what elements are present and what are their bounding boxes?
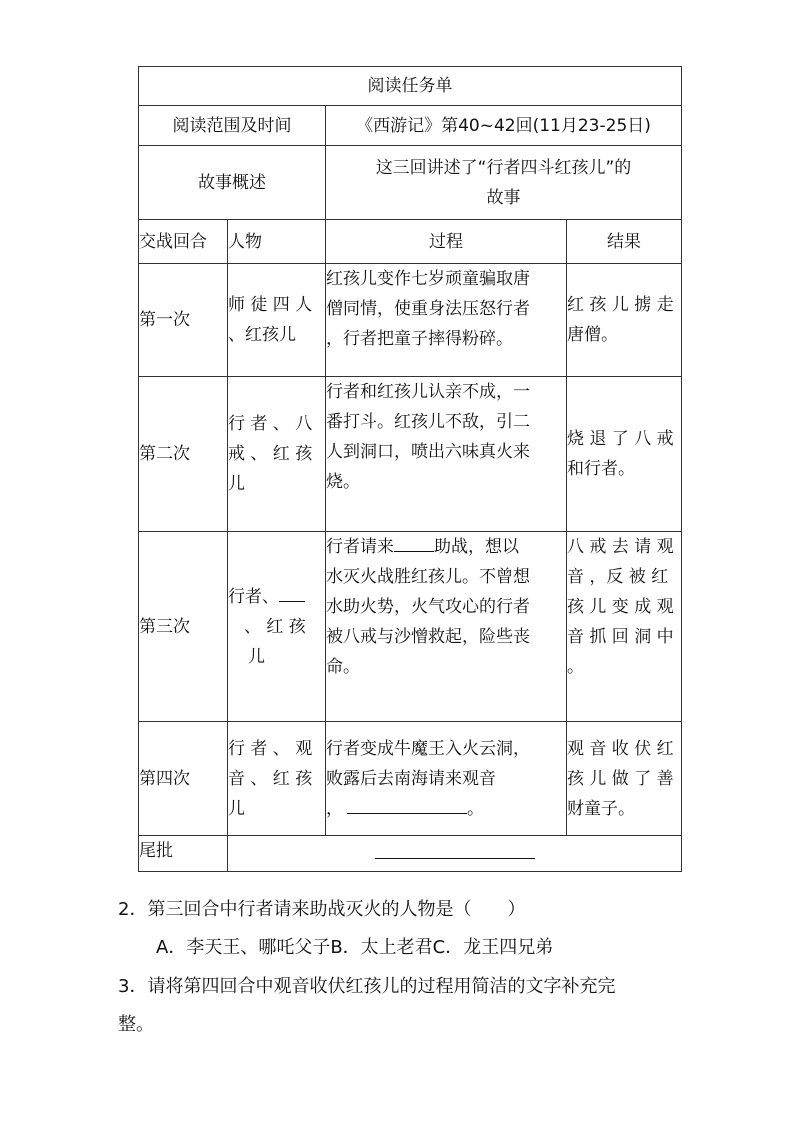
result-line: 烧 退 了 八 戒 — [567, 429, 674, 449]
result-cell — [567, 532, 682, 722]
result-line: 音 ，反 被 红 — [567, 567, 669, 587]
process-line: 番打斗。红孩儿不敌，引二 — [326, 412, 530, 432]
process-line: ， 。 — [326, 798, 484, 819]
people-line: 儿 — [228, 474, 245, 494]
round-cell: 第一次 — [139, 264, 228, 377]
process-line: ，行者把童子摔得粉碎。 — [326, 329, 513, 349]
round-cell: 第二次 — [139, 377, 228, 532]
people-line: 音 、 红 孩 — [228, 768, 313, 789]
result-line: 财童子。 — [567, 798, 635, 819]
people-line: 戒 、 红 孩 — [228, 444, 313, 464]
result-cell — [567, 722, 682, 836]
scope-label: 阅读范围及时间 — [139, 106, 326, 146]
people-line: 行 者 、 八 — [228, 414, 313, 434]
round-cell: 第三次 — [139, 532, 228, 722]
table-row — [139, 377, 682, 532]
people-line: 、 红 孩 — [244, 616, 306, 637]
table-row — [139, 532, 682, 722]
scope-value: 《西游记》第40~42回(11月23-25日) — [326, 106, 682, 146]
header-people: 人物 — [228, 220, 326, 264]
answer-blank — [394, 550, 434, 552]
process-line: 烧。 — [326, 472, 360, 492]
result-cell — [567, 377, 682, 532]
process-line: 红孩儿变作七岁顽童骗取唐 — [326, 269, 530, 289]
header-round: 交战回合 — [139, 220, 228, 264]
table-row — [139, 264, 682, 377]
process-line: 败露后去南海请来观音 — [326, 768, 496, 789]
summary-value — [326, 146, 682, 220]
summary-line-2: 故事 — [486, 187, 521, 208]
process-cell — [326, 264, 567, 377]
process-line: 水灭火战胜红孩儿。不曾想 — [326, 567, 530, 587]
table-row — [139, 722, 682, 836]
answer-blank — [347, 812, 467, 814]
people-line: 儿 — [248, 646, 265, 667]
question-2: 2．第三回合中行者请来助战灭火的人物是（ ） — [118, 899, 526, 920]
people-cell — [228, 264, 326, 377]
remark-label: 尾批 — [139, 836, 228, 872]
process-cell — [326, 722, 567, 836]
process-line: 人到洞口，喷出六味真火来 — [326, 442, 530, 462]
people-cell — [228, 722, 326, 836]
summary-line-1: 这三回讲述了“行者四斗红孩儿”的 — [375, 157, 632, 178]
header-process: 过程 — [326, 220, 567, 264]
result-line: 音 抓 回 洞 中 — [567, 627, 674, 647]
header-result: 结果 — [567, 220, 682, 264]
remark-value — [228, 836, 682, 872]
people-line: 行者、 — [228, 582, 325, 612]
result-line: 孩 儿 做 了 善 — [567, 768, 674, 789]
question-2-options: A．李天王、哪吒父子B．太上老君C．龙王四兄弟 — [156, 937, 554, 958]
summary-label: 故事概述 — [139, 146, 326, 220]
people-line: 儿 — [228, 798, 245, 819]
result-line: 红 孩 儿 掳 走 — [567, 295, 674, 315]
people-cell — [228, 532, 326, 722]
round-cell: 第四次 — [139, 722, 228, 836]
process-cell — [326, 377, 567, 532]
reading-task-table — [138, 66, 682, 872]
process-line: 行者和红孩儿认亲不成，一 — [326, 382, 530, 402]
answer-blank — [279, 600, 305, 602]
result-line: 观 音 收 伏 红 — [567, 738, 674, 759]
process-line: 行者变成牛魔王入火云洞， — [326, 738, 530, 759]
process-cell — [326, 532, 567, 722]
result-line: 。 — [567, 657, 584, 677]
process-line: 被八戒与沙憎救起，险些丧 — [326, 627, 530, 647]
result-line: 孩 儿 变 成 观 — [567, 597, 674, 617]
question-3-line-2: 整。 — [118, 1014, 154, 1035]
result-line: 和行者。 — [567, 459, 635, 479]
process-line: 行者请来 助战，想以 — [326, 537, 519, 557]
question-3-line-1: 3．请将第四回合中观音收伏红孩儿的过程用简洁的文字补充完 — [118, 976, 616, 997]
people-line: 行 者 、 观 — [228, 738, 313, 759]
result-cell — [567, 264, 682, 377]
people-cell — [228, 377, 326, 532]
process-line: 水助火势，火气攻心的行者 — [326, 597, 530, 617]
result-line: 八 戒 去 请 观 — [567, 537, 674, 557]
table-title: 阅读任务单 — [139, 67, 682, 106]
process-line: 命。 — [326, 657, 360, 677]
people-line: 、红孩儿 — [228, 325, 296, 345]
answer-blank — [375, 857, 535, 859]
people-line: 师 徒 四 人 — [228, 295, 313, 315]
result-line: 唐僧。 — [567, 325, 618, 345]
process-line: 僧同情，使重身法压怒行者 — [326, 299, 530, 319]
